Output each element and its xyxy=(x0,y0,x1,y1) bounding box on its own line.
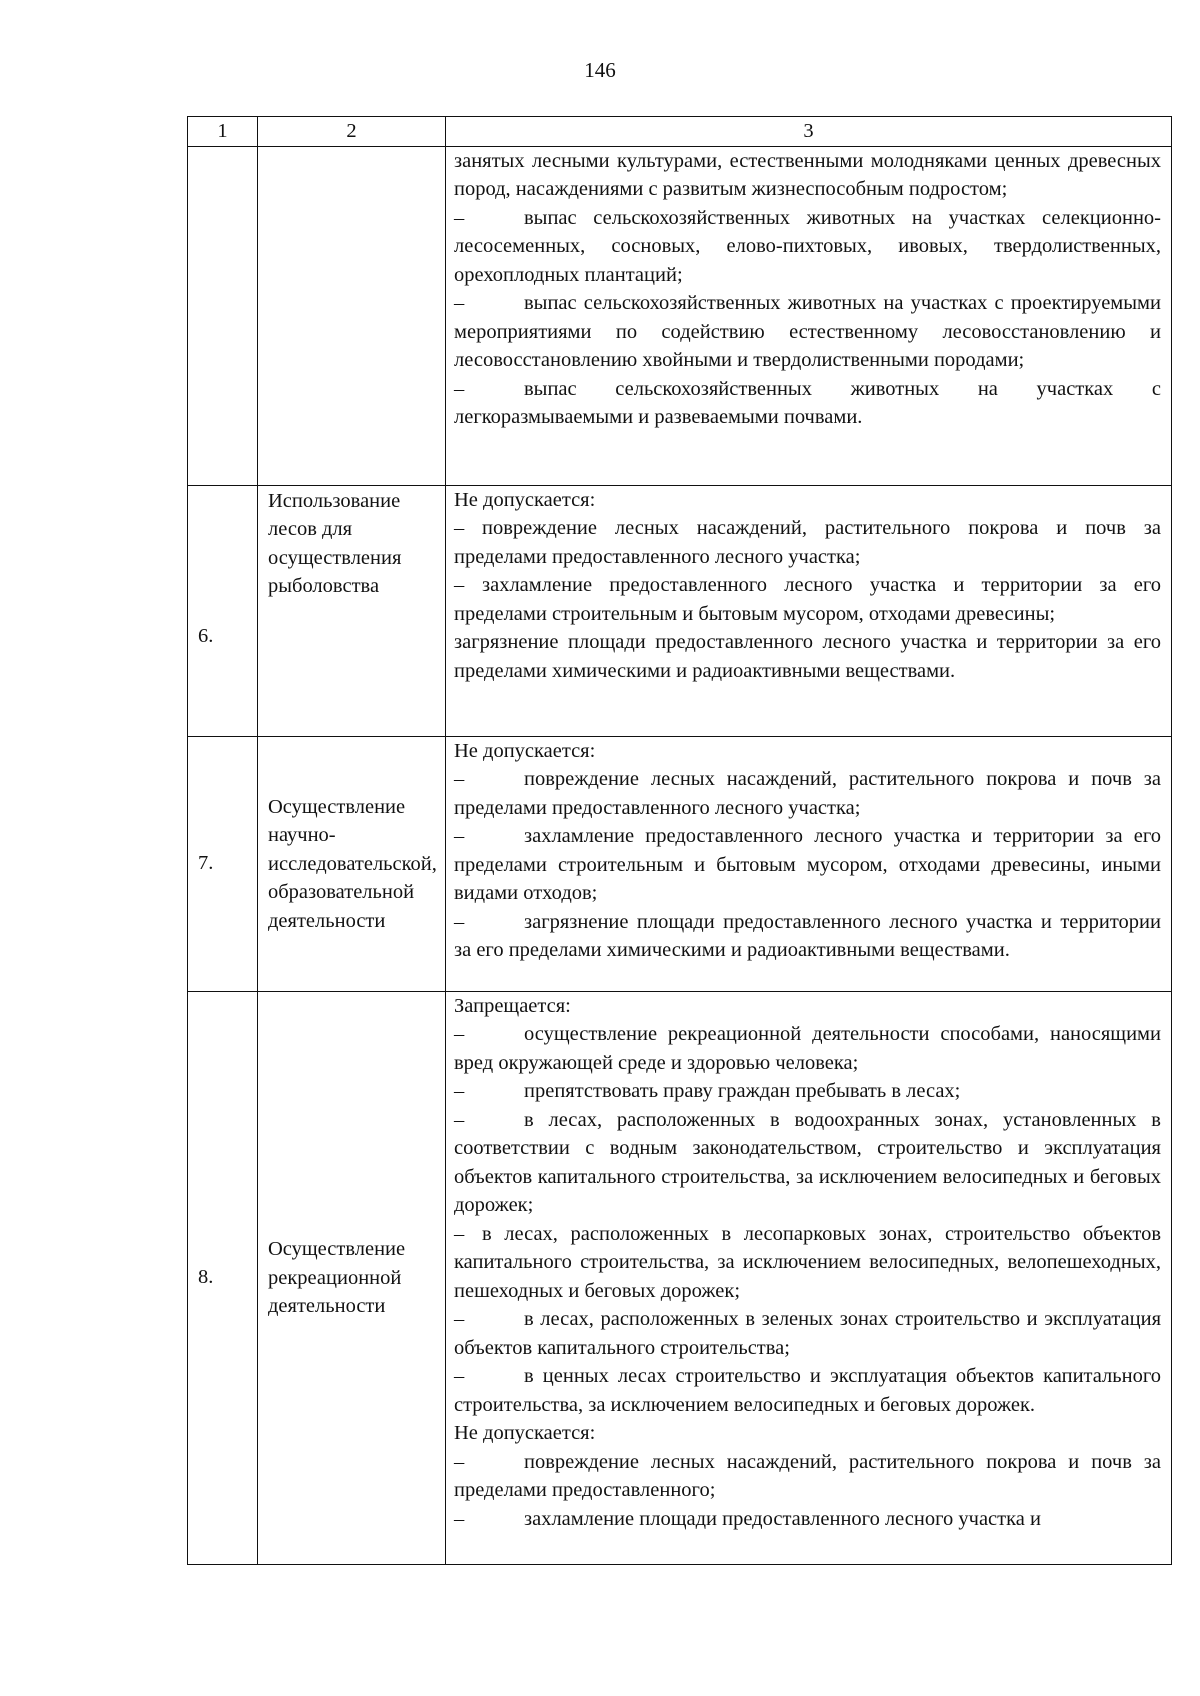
header-cell-2: 2 xyxy=(258,117,446,147)
page-number: 146 xyxy=(584,58,616,82)
regulations-table xyxy=(187,116,1172,1565)
list-item: – выпас сельскохозяйственных животных на участках с проектируемыми мероприятиями по содействию естественному лесовосстановлению и лесовосстановлению хвойными и твердолиственными породами; xyxy=(454,292,1161,371)
table-header-row xyxy=(188,117,1172,147)
table-row-6 xyxy=(188,485,1172,736)
list-item: – повреждение лесных насаждений, растительного покрова и почв за пределами предоставленного лесного участка; xyxy=(454,517,1161,568)
list-item: загрязнение площади предоставленного лесного участка и территории за его пределами химическими и радиоактивными веществами. xyxy=(454,631,1161,682)
row-number: 7. xyxy=(188,736,258,991)
list-item: Не допускается: xyxy=(454,739,596,762)
row-text-cell xyxy=(446,991,1172,1564)
table-row-7 xyxy=(188,736,1172,991)
row-number: 6. xyxy=(188,485,258,736)
list-item: – выпас сельскохозяйственных животных на участках с легкоразмываемыми и развеваемыми почвами. xyxy=(454,377,1161,428)
row-name: Осуществление научно-исследовательской, образовательной деятельности xyxy=(258,736,446,991)
list-item: – в лесах, расположенных в зеленых зонах строительство и эксплуатация объектов капитального строительства; xyxy=(454,1308,1161,1359)
list-item: – препятствовать праву граждан пребывать в лесах; xyxy=(454,1080,961,1102)
row-text-cell xyxy=(446,146,1172,485)
list-item: занятых лесными культурами, естественными молодняками ценных древесных пород, насаждениями с развитым жизнеспособным подростом; xyxy=(454,149,1161,200)
list-item: – выпас сельскохозяйственных животных на участках селекционно-лесосеменных, сосновых, елово-пихтовых, ивовых, твердолиственных, орехоплодных плантаций; xyxy=(454,206,1161,286)
list-item: – захламление площади предоставленного лесного участка и xyxy=(454,1507,1041,1530)
list-item: – в лесах, расположенных в водоохранных зонах, установленных в соответствии с водным законодательством, строительство и эксплуатация объектов капитального строительства, за исключением велосипедных и беговых дорожек; xyxy=(454,1108,1161,1216)
header-cell-3: 3 xyxy=(446,117,1172,147)
list-item: Запрещается: xyxy=(454,994,571,1017)
list-item: – в ценных лесах строительство и эксплуатация объектов капитального строительства, за исключением велосипедных и беговых дорожек. xyxy=(454,1365,1161,1416)
row-name: Осуществление рекреационной деятельности xyxy=(258,991,446,1564)
list-item: – загрязнение площади предоставленного лесного участка и территории за его пределами химическими и радиоактивными веществами. xyxy=(454,910,1161,961)
list-item: – в лесах, расположенных в лесопарковых зонах, строительство объектов капитального строительства, за исключением велосипедных, велопешеходных, пешеходных и беговых дорожек; xyxy=(454,1222,1161,1302)
list-item: – захламление предоставленного лесного участка и территории за его пределами строительным и бытовым мусором, отходами древесины; xyxy=(454,574,1161,625)
row-name-cell xyxy=(258,146,446,485)
header-cell-1: 1 xyxy=(188,117,258,147)
row-text-cell xyxy=(446,485,1172,736)
list-item: – повреждение лесных насаждений, растительного покрова и почв за пределами предоставленного лесного участка; xyxy=(454,768,1161,819)
list-item: – повреждение лесных насаждений, растительного покрова и почв за пределами предоставленного; xyxy=(454,1450,1161,1501)
list-item: – осуществление рекреационной деятельности способами, наносящими вред окружающей среде и здоровью человека; xyxy=(454,1023,1161,1074)
list-item: – захламление предоставленного лесного участка и территории за его пределами строительным и бытовым мусором, отходами древесины, иными видами отходов; xyxy=(454,825,1161,904)
table-row-continuation xyxy=(188,146,1172,485)
row-number: 8. xyxy=(188,991,258,1564)
row-name: Использование лесов для осуществления рыболовства xyxy=(258,485,446,736)
table-row-8 xyxy=(188,991,1172,1564)
row-number-cell xyxy=(188,146,258,485)
list-item: Не допускается: xyxy=(454,488,596,511)
list-item: Не допускается: xyxy=(454,1422,596,1444)
row-text-cell xyxy=(446,736,1172,991)
